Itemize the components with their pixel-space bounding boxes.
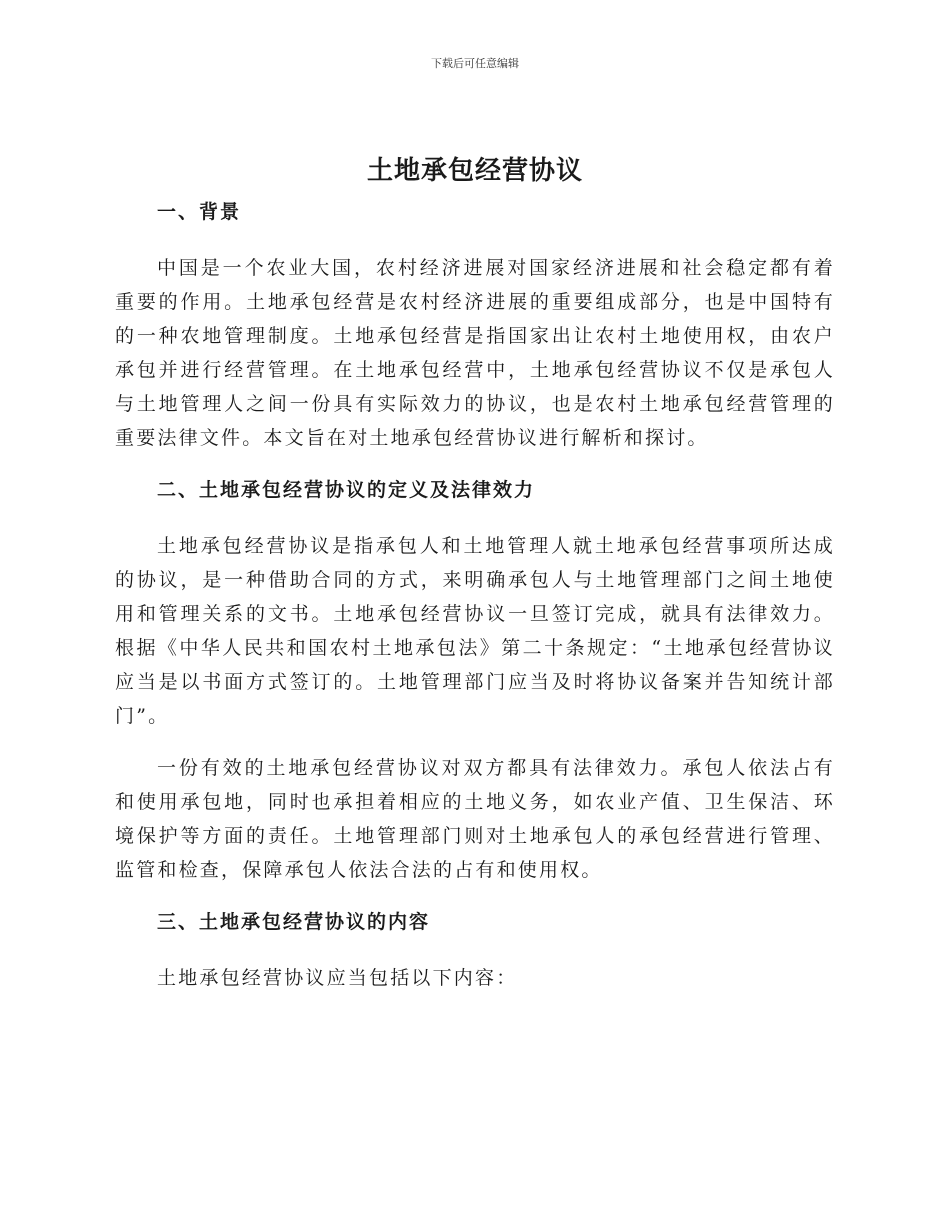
section-heading: 一、背景: [157, 201, 242, 223]
header-note: 下载后可任意编辑: [431, 57, 519, 70]
section-content: [115, 905, 835, 995]
section-heading: 二、土地承包经营协议的定义及法律效力: [157, 479, 536, 501]
document-title: 土地承包经营协议: [366, 156, 583, 186]
section-definition: [115, 473, 835, 887]
paragraph: 中国是一个农业大国，农村经济进展对国家经济进展和社会稳定都有着重要的作用。土地承包经营是农村经济进展的重要组成部分，也是中国特有的一种农地管理制度。土地承包经营是指国家出让农村土地使用权，由农户承包并进行经营管理。在土地承包经营中，土地承包经营协议不仅是承包人与土地管理人之间一份具有实际效力的协议，也是农村土地承包经营管理的重要法律文件。本文旨在对土地承包经营协议进行解析和探讨。: [115, 257, 835, 449]
section-background: [115, 195, 835, 455]
paragraph: 土地承包经营协议是指承包人和土地管理人就土地承包经营事项所达成的协议，是一种借助合同的方式，来明确承包人与土地管理部门之间土地使用和管理关系的文书。土地承包经营协议一旦签订完成，就具有法律效力。根据《中华人民共和国农村土地承包法》第二十条规定：“土地承包经营协议应当是以书面方式签订的。土地管理部门应当及时将协议备案并告知统计部门”。: [115, 535, 835, 727]
section-heading: 三、土地承包经营协议的内容: [157, 911, 431, 933]
paragraph: 土地承包经营协议应当包括以下内容：: [157, 967, 518, 989]
paragraph: 一份有效的土地承包经营协议对双方都具有法律效力。承包人依法占有和使用承包地，同时也承担着相应的土地义务，如农业产值、卫生保洁、环境保护等方面的责任。土地管理部门则对土地承包人的承包经营进行管理、监管和检查，保障承包人依法合法的占有和使用权。: [115, 757, 835, 881]
document-body: [115, 195, 835, 995]
